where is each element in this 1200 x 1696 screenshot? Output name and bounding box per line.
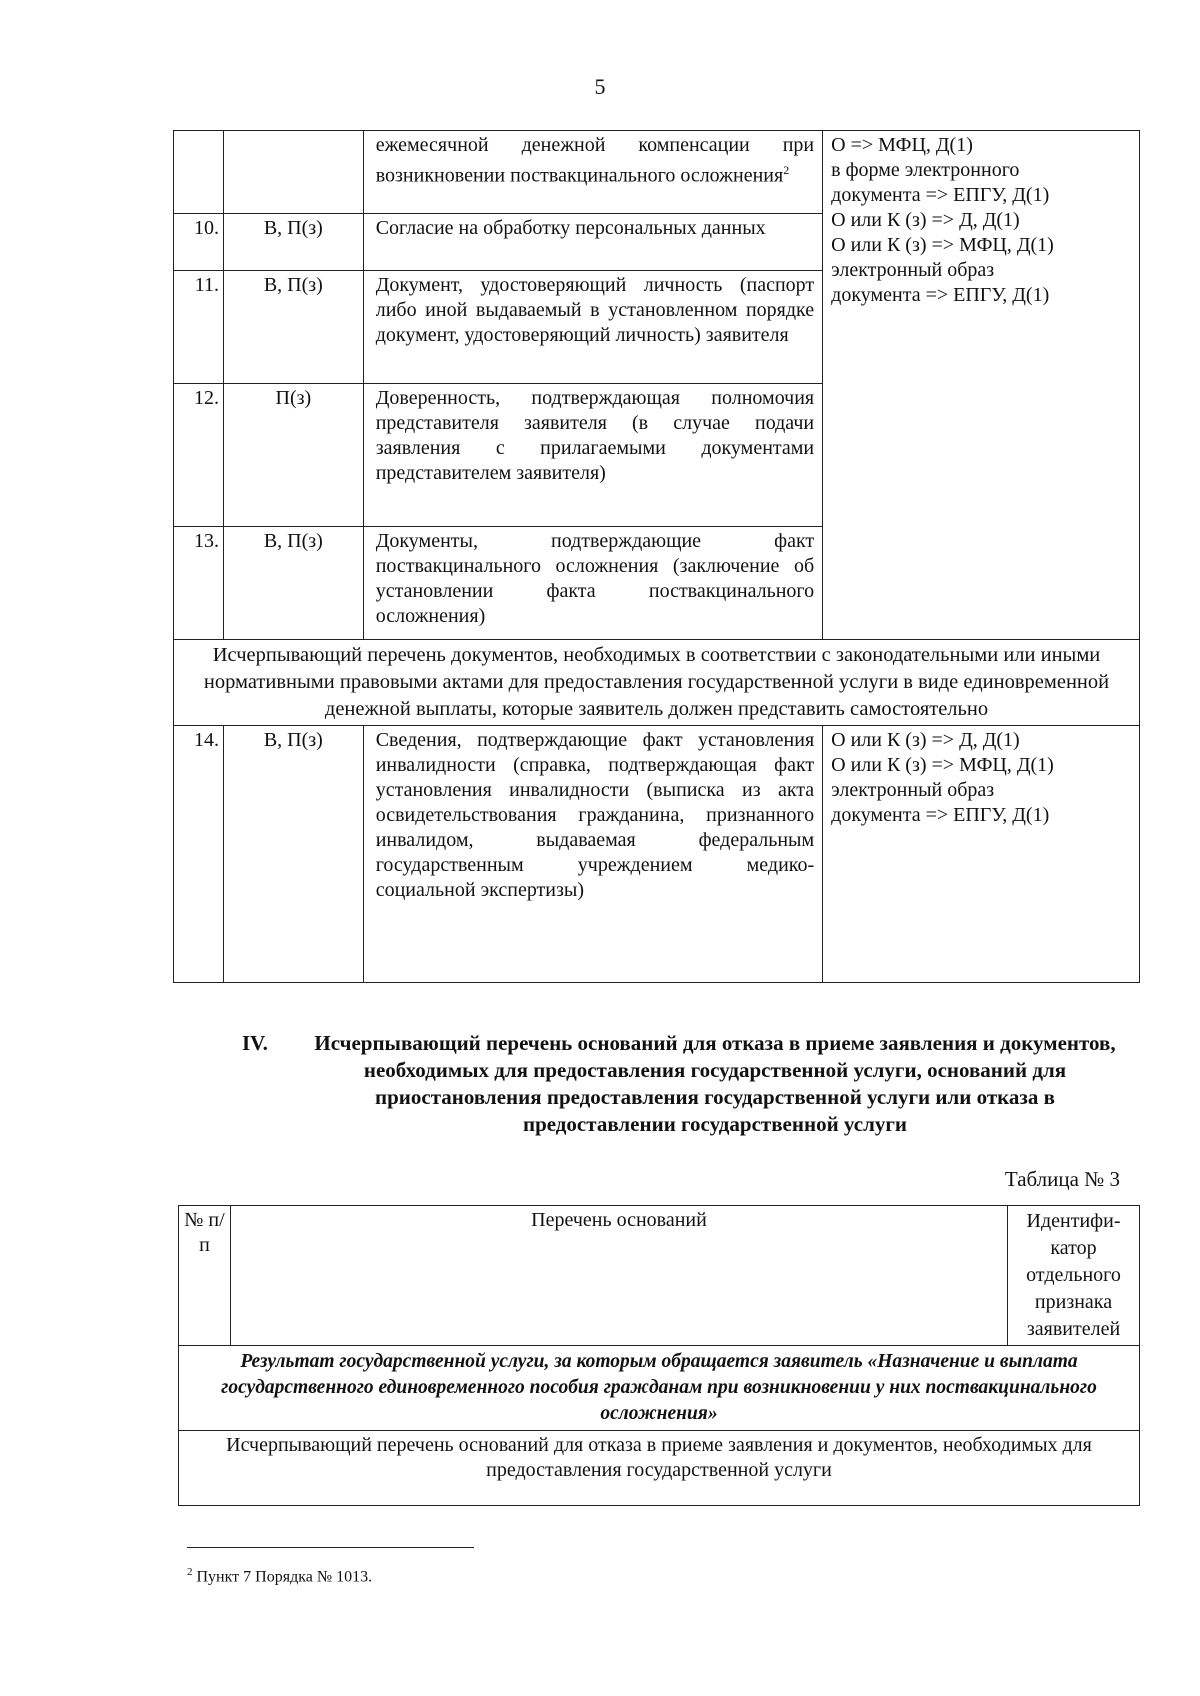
document-description: Документ, удостоверяющий личность (паспорт либо иной выдаваемый в установленном порядке документ, удостоверяющий личность) заявителя <box>363 271 822 384</box>
documents-table <box>173 130 1140 983</box>
method-line: О => МФЦ, Д(1) <box>831 134 973 156</box>
column-header-reasons: Перечень оснований <box>230 1206 1007 1346</box>
row-number: 10. <box>174 214 224 271</box>
section-heading <box>230 1030 1130 1138</box>
submission-methods-cell <box>823 726 1140 983</box>
page-number: 5 <box>594 74 606 99</box>
document-description: Сведения, подтверждающие факт установления инвалидности (справка, подтверждающая факт установления инвалидности (выписка из акта освидетельствования гражданина, признанного инвалидом, выдаваемая федеральным государственным учреждением медико-социальной экспертизы) <box>363 726 822 983</box>
row-number: 14. <box>174 726 224 983</box>
applicant-category: В, П(з) <box>223 271 363 384</box>
submission-methods-cell <box>823 131 1140 640</box>
section-title: Исчерпывающий перечень оснований для отказа в приеме заявления и документов, необходимых для предоставления государственной услуги, оснований для приостановления предоставления государственной услуги или отказа в предоставлении государственной услуги <box>314 1031 1116 1136</box>
row-number-cell <box>174 131 224 214</box>
document-description: Доверенность, подтверждающая полномочия представителя заявителя (в случае подачи заявления с прилагаемыми документами представителем заявителя) <box>363 384 822 527</box>
section-row <box>174 640 1140 726</box>
document-description: Документы, подтверждающие факт поствакцинального осложнения (заключение об установлении факта поствакцинального осложнения) <box>363 527 822 640</box>
method-line: О или К (з) => МФЦ, Д(1) <box>831 234 1054 256</box>
refusal-reasons-table <box>178 1205 1140 1506</box>
method-line: электронный образ <box>831 779 995 801</box>
method-line: электронный образ <box>831 259 995 281</box>
row-number: 12. <box>174 384 224 527</box>
applicant-category: П(з) <box>223 384 363 527</box>
footnote <box>187 1566 372 1586</box>
reasons-list-title: Исчерпывающий перечень оснований для отказа в приеме заявления и документов, необходимых для предоставления государственной услуги <box>179 1431 1140 1506</box>
column-header-number: № п/п <box>179 1206 231 1346</box>
method-line: О или К (з) => Д, Д(1) <box>831 729 1020 751</box>
table-caption: Таблица № 3 <box>1004 1167 1120 1191</box>
footnote-mark: 2 <box>187 1566 193 1578</box>
footnote-mark: 2 <box>783 163 790 177</box>
column-header-identifier: Идентифи-катор отдельного признака заявителей <box>1008 1206 1140 1346</box>
table-row <box>174 726 1140 983</box>
document-description: Согласие на обработку персональных данных <box>363 214 822 271</box>
applicant-category: В, П(з) <box>223 214 363 271</box>
table-header-row <box>179 1206 1140 1346</box>
method-line: документа => ЕПГУ, Д(1) <box>831 184 1050 206</box>
section-row-text: Исчерпывающий перечень документов, необходимых в соответствии с законодательными или иными нормативными правовыми актами для предоставления государственной услуги в виде единовременной денежной выплаты, которые заявитель должен представить самостоятельно <box>174 640 1140 726</box>
footnote-divider <box>187 1547 474 1548</box>
reasons-row <box>179 1431 1140 1506</box>
method-line: О или К (з) => МФЦ, Д(1) <box>831 754 1054 776</box>
result-row <box>179 1346 1140 1431</box>
row-number: 13. <box>174 527 224 640</box>
document-description: ежемесячной денежной компенсации при возникновении поствакцинального осложнения$^2$ <box>363 131 822 214</box>
method-line: О или К (з) => Д, Д(1) <box>831 209 1020 231</box>
service-result-text: Результат государственной услуги, за которым обращается заявитель «Назначение и выплата государственного единовременного пособия гражданам при возникновении у них поствакцинального осложнения» <box>179 1346 1140 1431</box>
method-line: документа => ЕПГУ, Д(1) <box>831 284 1050 306</box>
method-line: в форме электронного <box>831 159 1020 181</box>
row-number: 11. <box>174 271 224 384</box>
applicant-category: В, П(з) <box>223 726 363 983</box>
method-line: документа => ЕПГУ, Д(1) <box>831 804 1050 826</box>
section-number: IV. <box>242 1031 268 1055</box>
applicant-category: В, П(з) <box>223 527 363 640</box>
table-row <box>174 131 1140 214</box>
category-cell <box>223 131 363 214</box>
footnote-text: Пункт 7 Порядка № 1013. <box>196 1568 373 1586</box>
